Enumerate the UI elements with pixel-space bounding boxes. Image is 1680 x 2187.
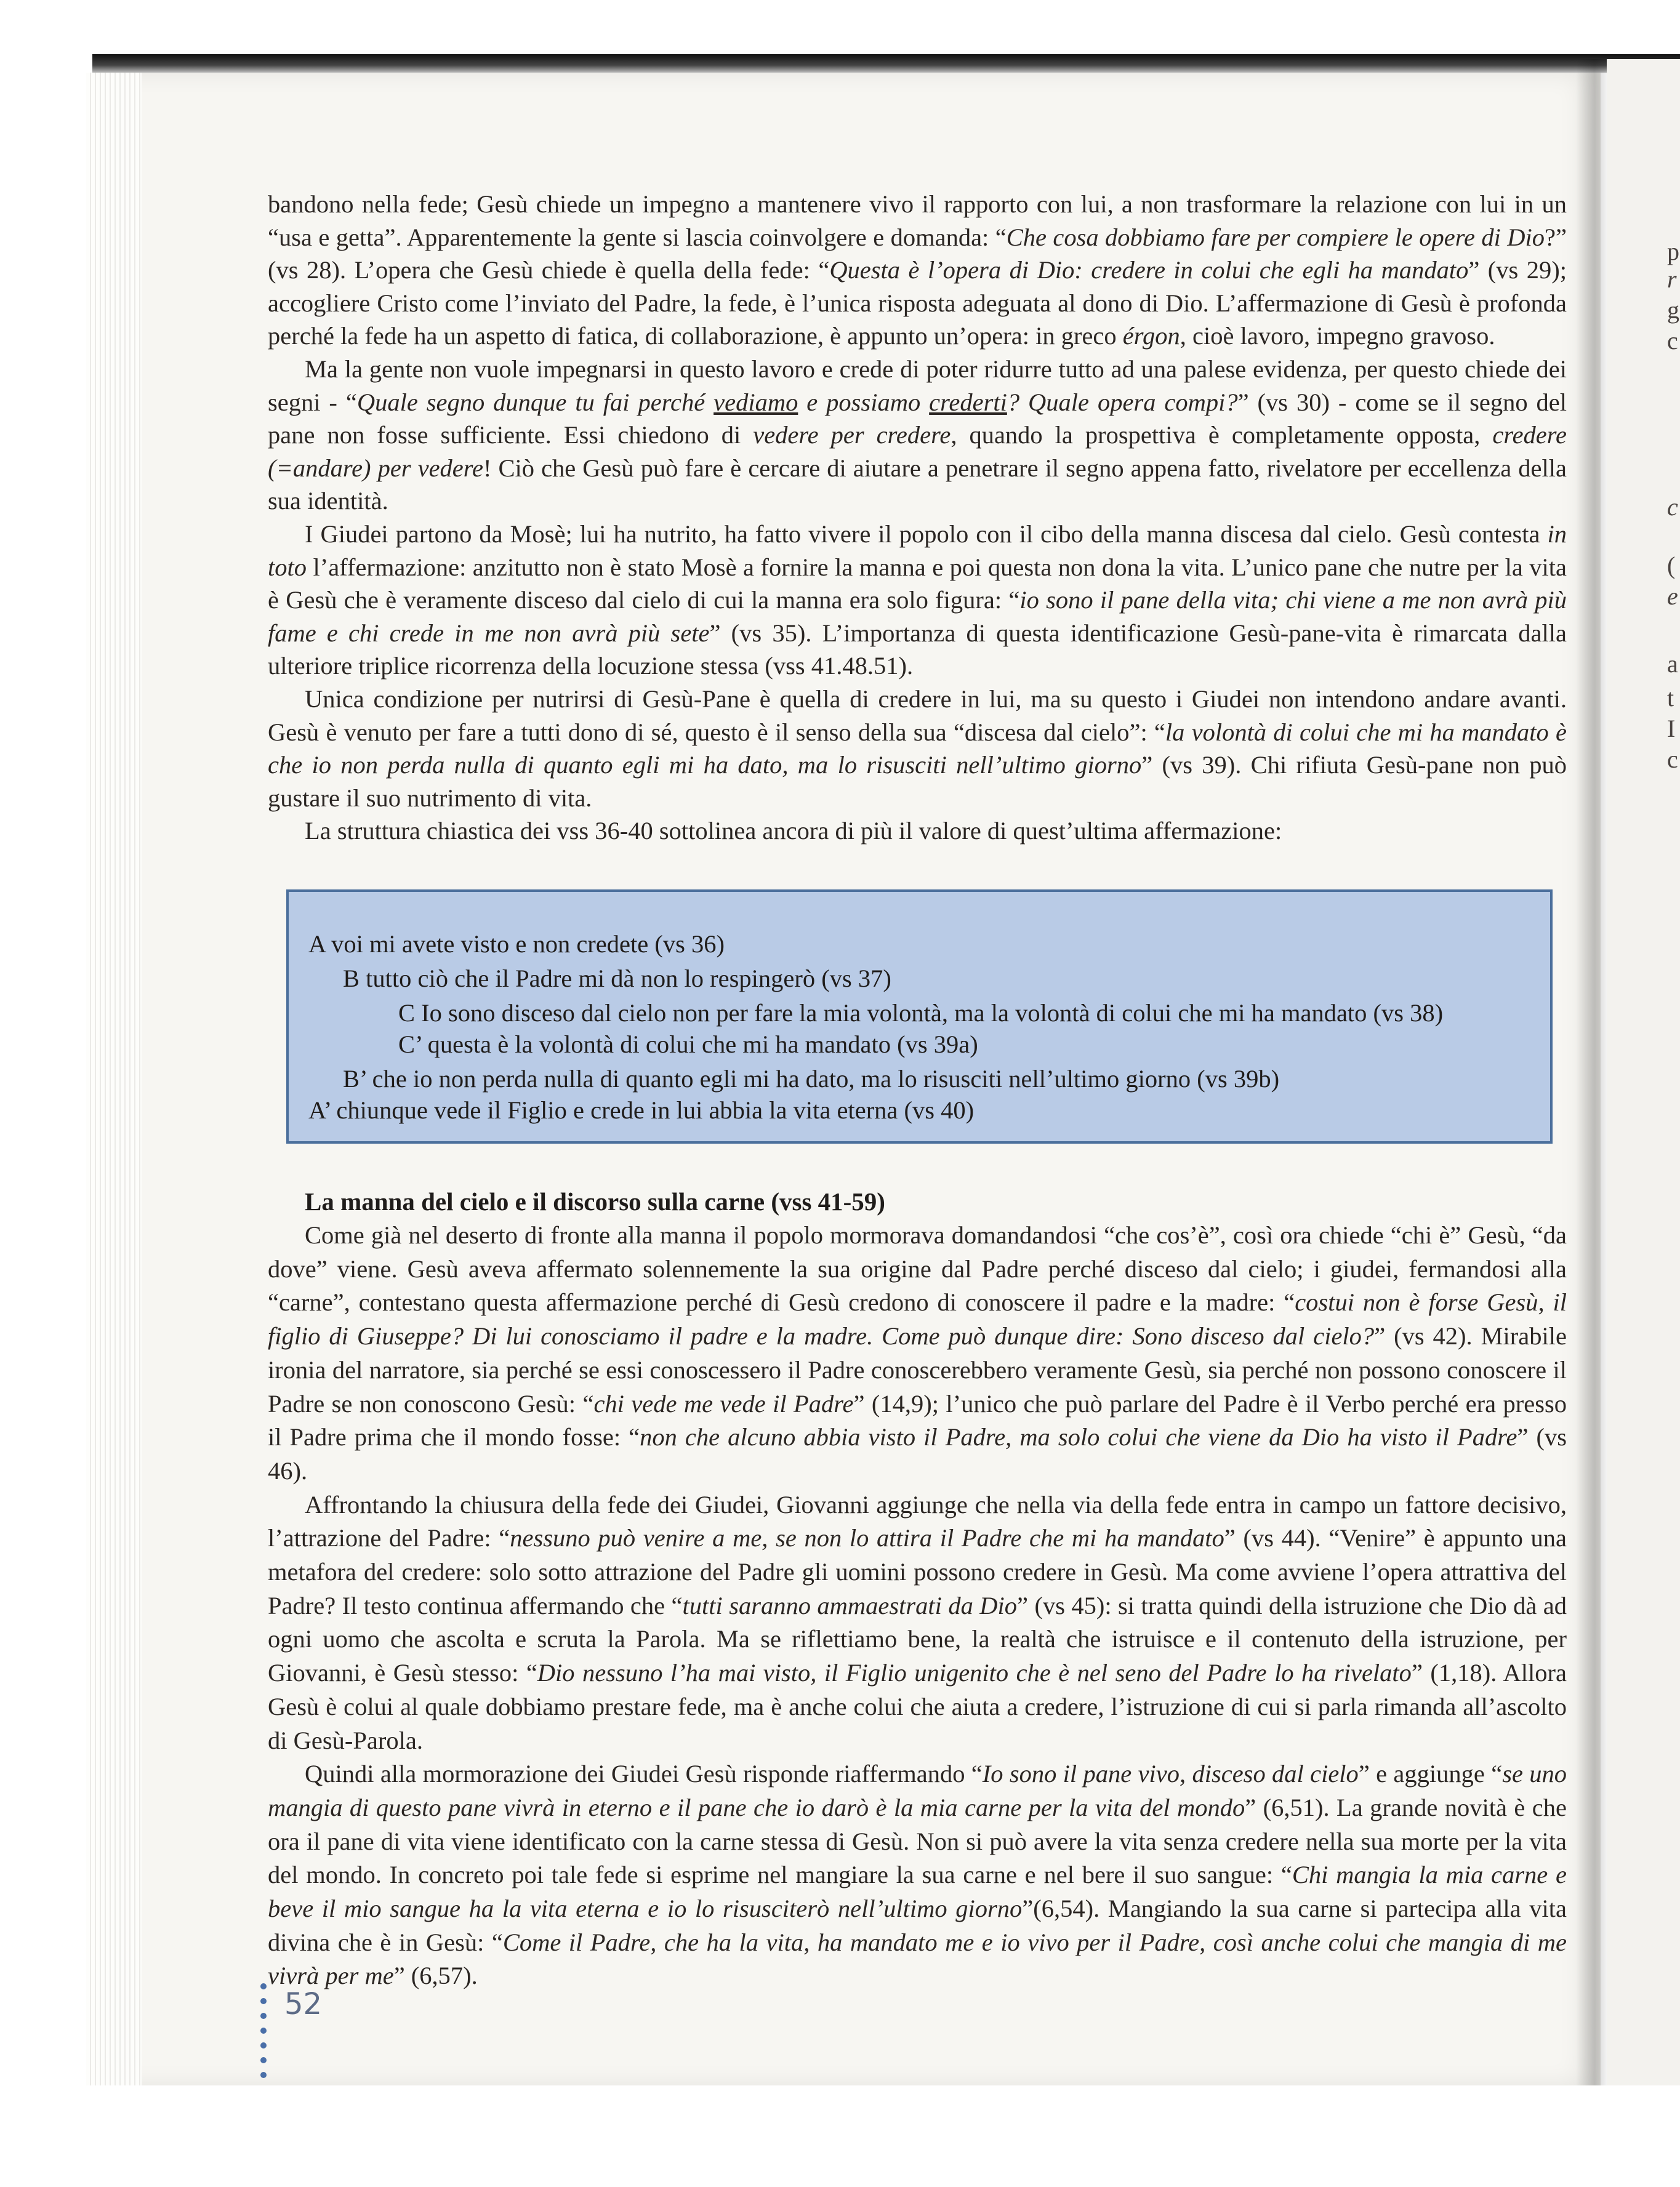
fragment: g xyxy=(1667,296,1679,324)
section-title: La manna del cielo e il discorso sulla carne (vss 41-59) xyxy=(305,1187,885,1216)
paragraph-7: Affrontando la chiusura della fede dei Giudei, Giovanni aggiunge che nella via della fede entra in campo un fattore decisivo, l’attrazione del Padre: “nessuno può venire a me, se non lo attira il Padre che mi ha mandato” (vs 44). “Venire” è appunto una metafora del credere: solo sotto attrazione del Padre gli uomini possono credere in Gesù. Ma come avviene l’opera attrattiva del Padre? Il testo continua affermando che “tutti saranno ammaestrati da Dio” (vs 45): si tratta quindi della istruzione che Dio dà ad ogni uomo che ascolta e scruta la Parola. Ma se riflettiamo bene, la realtà che istruisce e il contenuto della istruzione, per Giovanni, è Gesù stesso: “Dio nessuno l’ha mai visto, il Figlio unigenito che è nel seno del Padre lo ha rivelato” (1,18). Allora Gesù è colui al quale dobbiamo prestare fede, ma è anche colui che aiuta a credere, l’istruzione di cui si parla rimanda all’ascolto di Gesù-Parola. xyxy=(268,1490,1567,1754)
chiasm-line-a: A voi mi avete visto e non credete (vs 36) xyxy=(308,930,725,958)
fragment: t xyxy=(1667,684,1674,712)
fragment: ( xyxy=(1667,552,1676,579)
page-stack-edge xyxy=(86,73,142,2085)
fragment: p xyxy=(1667,238,1679,265)
fragment: r xyxy=(1667,265,1677,293)
chiasm-line-c-prime: C’ questa è la volontà di colui che mi ha mandato (vs 39a) xyxy=(398,1030,978,1058)
fragment: c xyxy=(1667,745,1678,773)
paragraph-3: I Giudei partono da Mosè; lui ha nutrito, ha fatto vivere il popolo con il cibo della manna discesa dal cielo. Gesù contesta in toto l’affermazione: anzitutto non è stato Mosè a fornire la manna e poi questa non dona la vita. L’unico pane che nutre per la vita è Gesù che è veramente disceso dal cielo di cui la manna era solo figura: “io sono il pane della vita; chi viene a me non avrà più fame e chi crede in me non avrà più sete” (vs 35). L’importanza di questa identificazione Gesù-pane-vita è rimarcata dalla ulteriore triplice ricorrenza della locuzione stessa (vss 41.48.51). xyxy=(268,520,1567,680)
chiasm-line-b: B tutto ciò che il Padre mi dà non lo respingerò (vs 37) xyxy=(343,965,891,992)
fragment: a xyxy=(1667,650,1678,678)
chiasm-line-c: C Io sono disceso dal cielo non per fare la mia volontà, ma la volontà di colui che mi ha mandato (vs 38) xyxy=(398,999,1444,1027)
book-top-edge xyxy=(92,54,1680,73)
fragment: c xyxy=(1667,493,1678,521)
body-text-bottom xyxy=(268,1219,1567,1993)
page-dots-ornament xyxy=(260,1983,269,2088)
next-page-margin xyxy=(1607,59,1680,2085)
paragraph-5: La struttura chiastica dei vss 36-40 sottolinea ancora di più il valore di quest’ultima affermazione: xyxy=(305,817,1282,845)
chiasm-line-b-prime: B’ che io non perda nulla di quanto egli mi ha dato, ma lo risusciti nell’ultimo giorno (vs 39b) xyxy=(343,1065,1280,1093)
paragraph-4: Unica condizione per nutrirsi di Gesù-Pane è quella di credere in lui, ma su questo i Giudei non intendono andare avanti. Gesù è venuto per fare a tutti dono di sé, questo è il senso della sua “discesa dal cielo”: “la volontà di colui che mi ha mandato è che io non perda nulla di quanto egli mi ha dato, ma lo risusciti nell’ultimo giorno” (vs 39). Chi rifiuta Gesù-pane non può gustare il suo nutrimento di vita. xyxy=(268,684,1567,812)
fragment: c xyxy=(1667,327,1678,355)
paragraph-6: Come già nel deserto di fronte alla manna il popolo mormorava domandandosi “che cos’è”, così ora chiede “chi è” Gesù, “da dove” viene. Gesù aveva affermato solennemente la sua origine dal Padre perché disceso dal cielo; i giudei, fermandosi alla “carne”, contestano questa affermazione perché di Gesù credono di conoscere il padre e la madre: “costui non è forse Gesù, il figlio di Giuseppe? Di lui conosciamo il padre e la madre. Come può dunque dire: Sono disceso dal cielo?” (vs 42). Mirabile ironia del narratore, sia perché se essi conoscessero il Padre conoscerebbero veramente Gesù, sia perché non possono conoscere il Padre se non conoscono Gesù: “chi vede me vede il Padre” (14,9); l’unico che può parlare del Padre è il Verbo perché era presso il Padre prima che il mondo fosse: “non che alcuno abbia visto il Padre, ma solo colui che viene da Dio ha visto il Padre” (vs 46). xyxy=(268,1221,1567,1485)
paragraph-1: bandono nella fede; Gesù chiede un impegno a mantenere vivo il rapporto con lui, a non trasformare la relazione con lui in un “usa e getta”. Apparentemente la gente si lascia coinvolgere e domanda: “Che cosa dobbiamo fare per compiere le opere di Dio?” (vs 28). L’opera che Gesù chiede è quella della fede: “Questa è l’opera di Dio: credere in colui che egli ha mandato” (vs 29); accogliere Cristo come l’inviato del Padre, la fede, è l’unica risposta adeguata al dono di Dio. L’affermazione di Gesù è profonda perché la fede ha un aspetto di fatica, di collaborazione, è appunto un’opera: in greco érgon, cioè lavoro, impegno gravoso. xyxy=(268,190,1567,350)
fragment: e xyxy=(1667,582,1678,610)
body-text-top xyxy=(268,188,1567,848)
fragment: I xyxy=(1667,715,1676,742)
chiasm-line-a-prime: A’ chiunque vede il Figlio e crede in lui abbia la vita eterna (vs 40) xyxy=(308,1096,975,1124)
page-number: 52 xyxy=(284,1987,323,2021)
book-gutter xyxy=(1576,59,1607,2085)
paragraph-8: Quindi alla mormorazione dei Giudei Gesù risponde riaffermando “Io sono il pane vivo, disceso dal cielo” e aggiunge “se uno mangia di questo pane vivrà in eterno e il pane che io darò è la mia carne per la vita del mondo” (6,51). La grande novità è che ora il pane di vita viene identificato con la carne stessa di Gesù. Non si può avere la vita senza credere nella sua morte per la vita del mondo. In concreto poi tale fede si esprime nel mangiare la sua carne e nel bere il suo sangue: “Chi mangia la mia carne e beve il mio sangue ha la vita eterna e io lo risusciterò nell’ultimo giorno”(6,54). Mangiando la sua carne si partecipa alla vita divina che è in Gesù: “Come il Padre, che ha la vita, ha mandato me e io vivo per il Padre, così anche colui che mangia di me vivrà per me” (6,57). xyxy=(268,1760,1567,1990)
chiastic-structure-box xyxy=(286,889,1553,1144)
paragraph-2: Ma la gente non vuole impegnarsi in questo lavoro e crede di poter ridurre tutto ad una palese evidenza, per questo chiede dei segni - “Quale segno dunque tu fai perché vediamo e possiamo crederti? Quale opera compi?” (vs 30) - come se il segno del pane non fosse sufficiente. Essi chiedono di vedere per credere, quando la prospettiva è completamente opposta, credere (=andare) per vedere! Ciò che Gesù può fare è cercare di aiutare a penetrare il segno appena fatto, rivelatore per eccellenza della sua identità. xyxy=(268,355,1567,515)
